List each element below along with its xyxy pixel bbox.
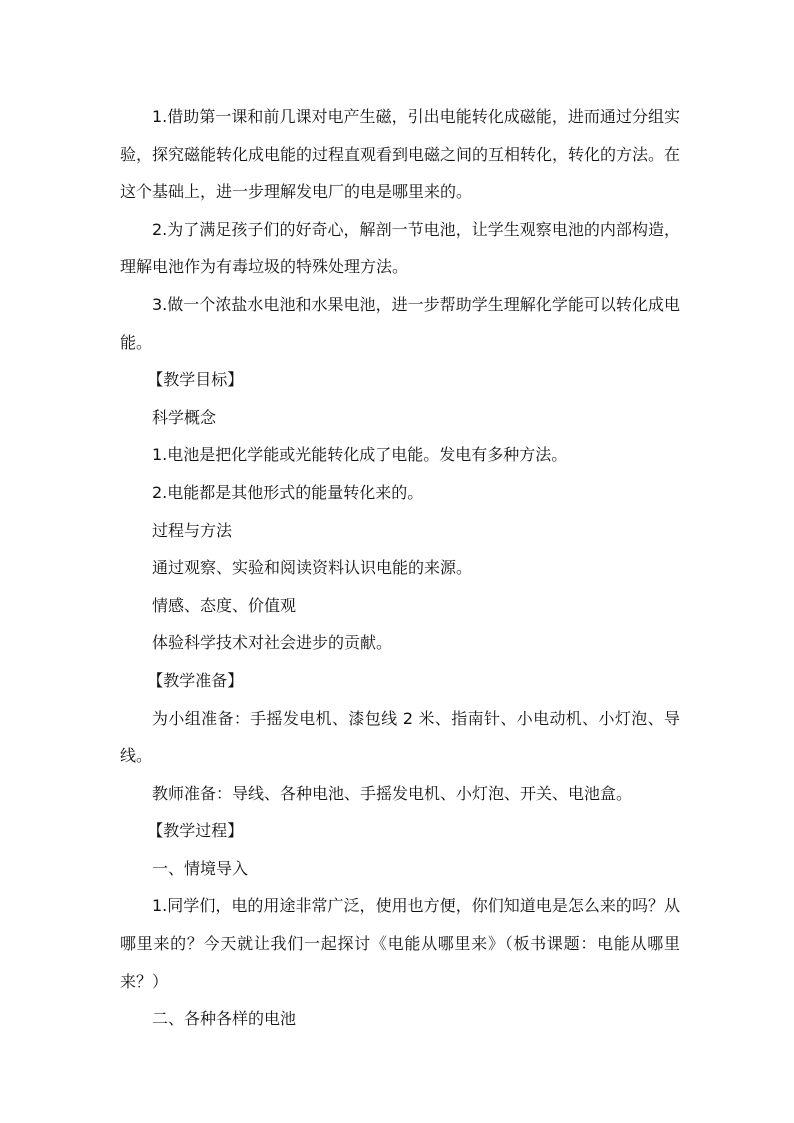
subheading-process-methods: 过程与方法 [152,520,233,540]
paragraph-introduction-1: 1.同学们，电的用途非常广泛，使用也方便，你们知道电是怎么来的吗？从哪里来的？今天就让我们一起探讨《电能从哪里来》（板书课题：电能从哪里来？） [120,896,680,991]
heading-teaching-process: 【教学过程】 [147,821,244,841]
paragraph-concept-2: 2.电能都是其他形式的能量转化来的。 [152,482,424,502]
section-introduction: 一、情境导入 [152,858,249,878]
paragraph-intro-2: 2.为了满足孩子们的好奇心，解剖一节电池，让学生观察电池的内部构造，理解电池作为有毒垃圾的特殊处理方法。 [120,219,680,277]
heading-teaching-goals: 【教学目标】 [147,370,244,390]
section-batteries: 二、各种各样的电池 [152,1009,297,1029]
document-body [120,98,680,1038]
subheading-science-concepts: 科学概念 [152,407,217,427]
paragraph-intro-1: 1.借助第一课和前几课对电产生磁，引出电能转化成磁能，进而通过分组实验，探究磁能转化成电能的过程直观看到电磁之间的互相转化，转化的方法。在这个基础上，进一步理解发电厂的电是哪里来的。 [120,107,681,202]
paragraph-concept-1: 1.电池是把化学能或光能转化成了电能。发电有多种方法。 [152,445,568,465]
paragraph-intro-3: 3.做一个浓盐水电池和水果电池，进一步帮助学生理解化学能可以转化成电能。 [120,294,680,352]
paragraph-process: 通过观察、实验和阅读资料认识电能的来源。 [152,558,473,578]
heading-teaching-preparation: 【教学准备】 [147,670,244,690]
subheading-attitude-values: 情感、态度、价值观 [152,595,297,615]
paragraph-attitude: 体验科学技术对社会进步的贡献。 [152,633,393,653]
paragraph-teacher-prep: 教师准备：导线、各种电池、手摇发电机、小灯泡、开关、电池盒。 [152,783,633,803]
paragraph-group-prep: 为小组准备：手摇发电机、漆包线 2 米、指南针、小电动机、小灯泡、导线。 [120,708,680,766]
